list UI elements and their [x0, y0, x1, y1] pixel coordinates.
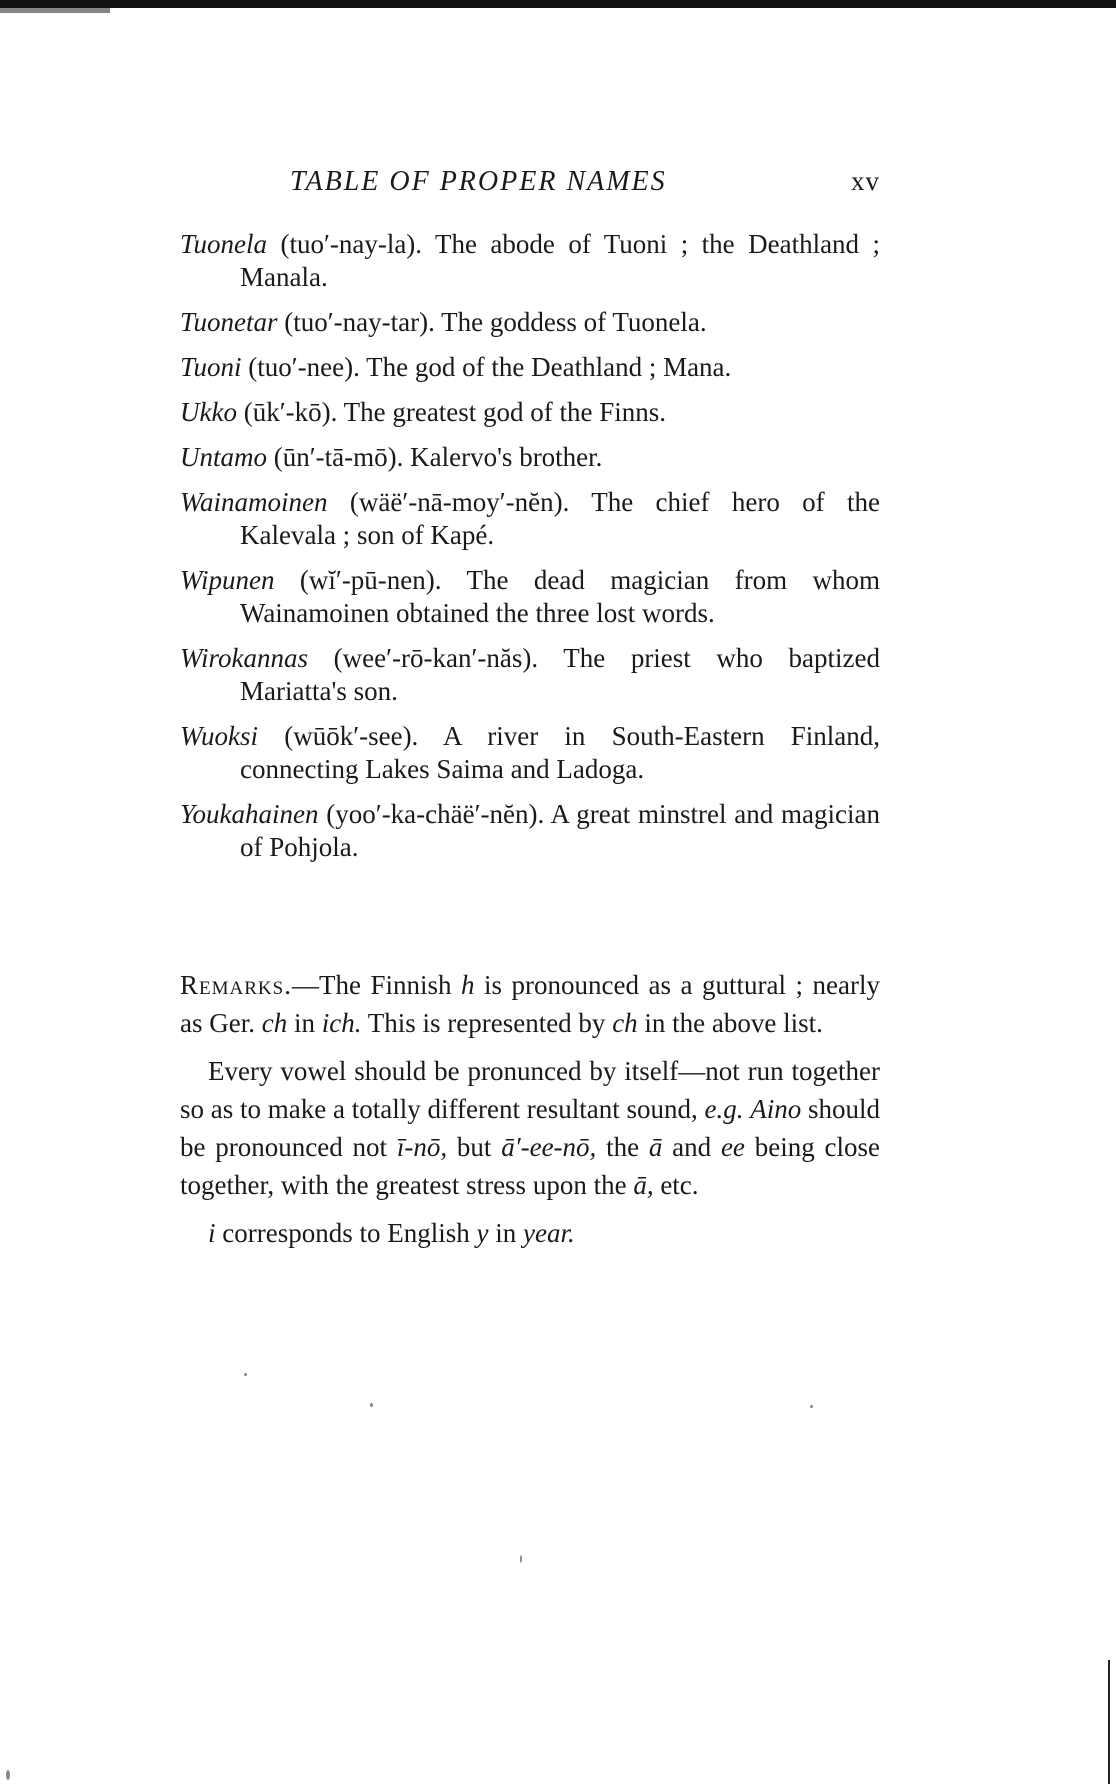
entry-pronunciation: (wĭ′-pū-nen). — [299, 565, 442, 595]
remarks-text: being close together, with the greatest stress upon the — [180, 1132, 880, 1200]
entry-pronunciation: (ūn′-tā-mō). — [273, 442, 404, 472]
list-item — [180, 720, 880, 786]
remarks-text: in — [488, 1218, 523, 1248]
entry-pronunciation: (tuo′-nee). — [248, 352, 360, 382]
vowel-paragraph — [180, 1052, 880, 1204]
remarks-text: Every vowel should be pronunced by itself—not run together so as to make a totally different resultant sound, — [180, 1056, 880, 1124]
scan-speck — [244, 1373, 247, 1376]
scan-speck — [810, 1405, 813, 1408]
entry-name: Tuonetar — [180, 307, 278, 337]
entry-description: The god of the Deathland ; Mana. — [366, 352, 732, 382]
entry-name: Wipunen — [180, 565, 275, 595]
remarks-italic: Aino — [750, 1094, 802, 1124]
list-item — [180, 306, 880, 339]
remarks-text: in the above list. — [637, 1008, 823, 1038]
entry-name: Youkahainen — [180, 799, 319, 829]
entry-description: A river in South-Eastern Finland, connecting Lakes Saima and Ladoga. — [240, 721, 881, 784]
list-item — [180, 351, 880, 384]
remarks-text: and — [662, 1132, 721, 1162]
entry-description: Kalervo's brother. — [410, 442, 603, 472]
scan-speck — [370, 1403, 373, 1407]
remarks-italic: y — [476, 1218, 489, 1248]
scan-speck — [520, 1555, 522, 1563]
remarks-section — [180, 966, 880, 1262]
list-item — [180, 798, 880, 864]
page-number: xv — [851, 166, 880, 196]
entry-pronunciation: (tuo′-nay-tar). — [284, 307, 435, 337]
entry-pronunciation: (wūōk′-see). — [284, 721, 419, 751]
remarks-text: corresponds to English — [215, 1218, 477, 1248]
entry-pronunciation: (yoo′-ka-chäë′-nĕn). — [326, 799, 545, 829]
scan-speck — [6, 1770, 10, 1780]
entry-name: Wainamoinen — [180, 487, 328, 517]
remarks-italic: year. — [523, 1218, 575, 1248]
remarks-italic: ā′-ee-nō, — [501, 1132, 597, 1162]
entry-description: The chief hero of the Kalevala ; son of Kapé. — [240, 487, 881, 550]
remarks-text: This is represented by — [361, 1008, 613, 1038]
entry-description: The priest who baptized Mariatta's son. — [240, 643, 880, 706]
entry-description: The abode of Tuoni ; the Deathland ; Manala. — [240, 229, 880, 292]
list-item — [180, 564, 880, 630]
remarks-italic: ch — [612, 1008, 638, 1038]
entry-description: The greatest god of the Finns. — [343, 397, 667, 427]
remarks-italic: h — [461, 970, 475, 1000]
entry-name: Wuoksi — [180, 721, 258, 751]
running-header — [290, 166, 880, 206]
entry-description: The dead magician from whom Wainamoinen obtained the three lost words. — [240, 565, 881, 628]
remarks-text: is pronounced as a guttural ; nearly as Ger. — [180, 970, 880, 1038]
remarks-italic: ich. — [321, 1008, 362, 1038]
remarks-italic: ch — [261, 1008, 288, 1038]
list-item — [180, 642, 880, 708]
top-edge-mark — [0, 8, 110, 13]
list-item — [180, 228, 880, 294]
entry-pronunciation: (wäë′-nā-moy′-nĕn). — [349, 487, 570, 517]
page-title: TABLE OF PROPER NAMES — [290, 166, 667, 197]
right-edge-mark — [1108, 1660, 1110, 1784]
remarks-text: in — [287, 1008, 322, 1038]
entry-name: Ukko — [180, 397, 237, 427]
remarks-label: Remarks. — [180, 970, 292, 1000]
entry-name: Untamo — [180, 442, 267, 472]
remarks-italic: ā, — [633, 1170, 654, 1200]
entry-pronunciation: (ūk′-kō). — [243, 397, 338, 427]
remarks-italic: i — [208, 1218, 216, 1248]
remarks-italic: ī-nō, — [396, 1132, 448, 1162]
consonant-paragraph — [180, 1214, 880, 1252]
entry-name: Wirokannas — [180, 643, 308, 673]
list-item — [180, 486, 880, 552]
remarks-text: the — [596, 1132, 649, 1162]
entry-description: A great minstrel and magician of Pohjola. — [240, 799, 881, 862]
list-item — [180, 441, 880, 474]
remarks-text: etc. — [653, 1170, 699, 1200]
remarks-italic: ee — [720, 1132, 745, 1162]
top-edge-rule — [0, 0, 1116, 8]
remarks-text: —The Finnish — [291, 970, 461, 1000]
entry-name: Tuonela — [180, 229, 268, 259]
remarks-text: should be pronounced not — [180, 1094, 880, 1162]
remarks-text: but — [447, 1132, 502, 1162]
entry-name: Tuoni — [180, 352, 242, 382]
entry-description: The goddess of Tuonela. — [441, 307, 707, 337]
remarks-italic: ā — [648, 1132, 663, 1162]
list-item — [180, 396, 880, 429]
remarks-italic: e.g. — [704, 1094, 744, 1124]
entry-pronunciation: (wee′-rō-kan′-năs). — [333, 643, 539, 673]
remarks-paragraph — [180, 966, 880, 1042]
name-list — [180, 228, 880, 876]
entry-pronunciation: (tuo′-nay-la). — [280, 229, 423, 259]
